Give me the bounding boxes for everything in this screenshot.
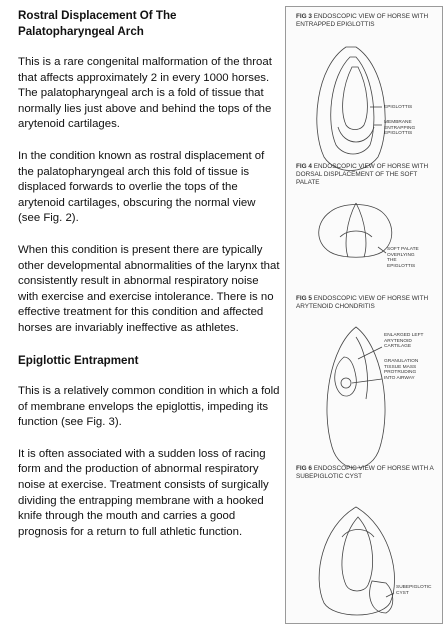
fig5-number: FIG 5 (296, 295, 312, 302)
fig6-title (296, 465, 436, 481)
paragraph-5: It is often associated with a sudden loss of racing form and the production of abnormal respiratory noise at exercise. Treatment consists of surgically dividing the entrapping membrane with a hooked knife through the mouth and carries a good prognosis for a return to full athletic function. (18, 447, 269, 538)
paragraph-1: This is a rare congenital malformation of the throat that affects approximately 2 in every 1000 horses. The palatopharyngeal arch is a fold of tissue that normally lies just above and behind the tops of the arytenoid cartilages. (18, 56, 272, 131)
fig4-title (296, 163, 436, 187)
fig5-label-arytenoid: ENLARGED LEFT ARYTENOID CARTILAGE (384, 333, 424, 350)
figure-panel (285, 6, 443, 624)
fig3-label-membrane: MEMBRANE ENTRAPPING EPIGLOTTIS (384, 120, 416, 137)
fig3-caption: ENDOSCOPIC VIEW OF HORSE WITH ENTRAPPED EPIGLOTTIS (296, 13, 429, 28)
fig6-caption: ENDOSCOPIC VIEW OF HORSE WITH A SUBEPIGLOTIC CYST (296, 465, 434, 480)
heading-rostral-displacement: Rostral Displacement Of The Palatopharyngeal Arch (18, 9, 177, 38)
fig6-label-cyst: SUBEPIGLOTIC CYST (396, 585, 432, 596)
fig5-label-granulation: GRANULATION TISSUE MASS PROTRUDING INTO AIRWAY (384, 359, 419, 381)
heading-epiglottic-entrapment: Epiglottic Entrapment (18, 353, 139, 367)
fig3-title (296, 13, 436, 29)
fig3-drawing (317, 47, 385, 171)
fig5-drawing (327, 327, 385, 468)
fig4-caption: ENDOSCOPIC VIEW OF HORSE WITH DORSAL DISPLACEMENT OF THE SOFT PALATE (296, 163, 429, 186)
fig4-drawing (319, 203, 392, 257)
fig4-number: FIG 4 (296, 163, 312, 170)
fig3-label-epiglottis: EPIGLOTTIS (384, 105, 413, 110)
endoscopic-illustrations (286, 7, 442, 623)
fig5-title (296, 295, 436, 311)
fig5-caption: ENDOSCOPIC VIEW OF HORSE WITH ARYTENOID CHONDRITIS (296, 295, 429, 310)
fig6-drawing (319, 507, 394, 615)
fig4-label-soft-palate: SOFT PALATE OVERLYING THE EPIGLOTTIS (387, 247, 419, 269)
paragraph-2: In the condition known as rostral displacement of the palatopharyngeal arch this fold of tissue is displaced forwards to overlie the tops of the arytenoid cartilages, obscuring the normal view (see Fig. 2). (18, 149, 265, 225)
paragraph-4: This is a relatively common condition in which a fold of membrane envelops the epiglottis, impeding its function (see Fig. 3). (18, 385, 280, 429)
fig3-number: FIG 3 (296, 13, 312, 20)
paragraph-3: When this condition is present there are typically other developmental abnormalities of the larynx that consistently result in abnormal respiratory noise with exercise and exercise intolerance. There is no effective treatment for this condition and affected horses are invariably ineffective as athletes. (18, 243, 280, 334)
fig6-number: FIG 6 (296, 465, 312, 472)
article-text (18, 8, 280, 540)
